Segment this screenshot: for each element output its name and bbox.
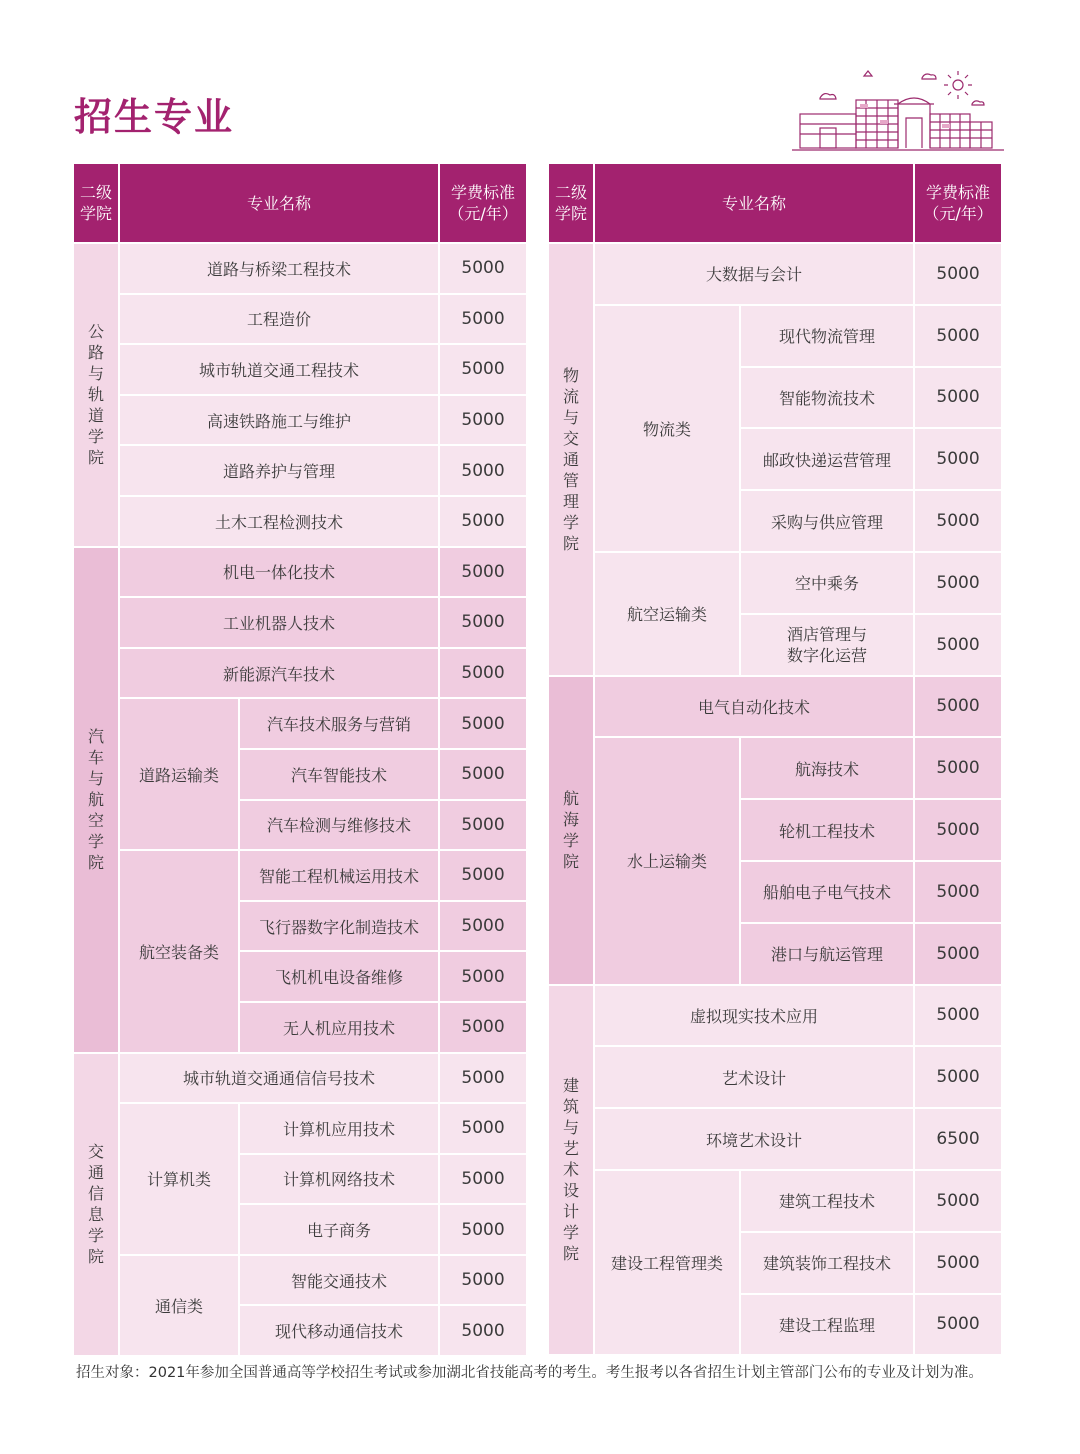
major-name: 机电一体化技术 xyxy=(120,548,440,599)
category-name: 建设工程管理类 xyxy=(595,1171,741,1356)
major-name: 大数据与会计 xyxy=(595,244,915,306)
table-row xyxy=(74,295,528,346)
table-row xyxy=(74,548,528,599)
major-name: 道路与桥梁工程技术 xyxy=(120,244,440,295)
fee-value: 5000 xyxy=(915,429,1003,491)
major-name: 建筑工程技术 xyxy=(741,1171,915,1233)
major-name: 计算机应用技术 xyxy=(240,1104,440,1155)
fee-value: 5000 xyxy=(440,1256,528,1307)
fee-value: 5000 xyxy=(440,1003,528,1054)
major-name: 汽车技术服务与营销 xyxy=(240,699,440,750)
table-row xyxy=(74,851,528,902)
fee-value: 5000 xyxy=(915,924,1003,986)
table-row xyxy=(549,306,1003,368)
table-row xyxy=(74,649,528,700)
major-name: 汽车智能技术 xyxy=(240,750,440,801)
major-name: 艺术设计 xyxy=(595,1047,915,1109)
school-name: 交通信息学院 xyxy=(74,1054,120,1358)
category-name: 物流类 xyxy=(595,306,741,553)
fee-value: 5000 xyxy=(915,677,1003,739)
major-name: 城市轨道交通工程技术 xyxy=(120,345,440,396)
fee-value: 5000 xyxy=(440,952,528,1003)
header-major: 专业名称 xyxy=(595,164,915,244)
fee-value: 5000 xyxy=(440,345,528,396)
major-name: 现代物流管理 xyxy=(741,306,915,368)
fee-value: 5000 xyxy=(915,862,1003,924)
fee-value: 5000 xyxy=(440,244,528,295)
header-school: 二级 学院 xyxy=(549,164,595,244)
campus-building-illustration xyxy=(790,64,1006,156)
major-name: 道路养护与管理 xyxy=(120,446,440,497)
fee-value: 5000 xyxy=(440,801,528,852)
fee-value: 5000 xyxy=(440,750,528,801)
fee-value: 5000 xyxy=(915,1047,1003,1109)
table-row xyxy=(74,699,528,750)
major-name: 航海技术 xyxy=(741,738,915,800)
school-name: 公路与轨道学院 xyxy=(74,244,120,548)
major-name: 无人机应用技术 xyxy=(240,1003,440,1054)
major-name: 汽车检测与维修技术 xyxy=(240,801,440,852)
table-row xyxy=(74,598,528,649)
major-name: 虚拟现实技术应用 xyxy=(595,986,915,1048)
major-name: 土木工程检测技术 xyxy=(120,497,440,548)
fee-value: 5000 xyxy=(440,497,528,548)
major-name: 电子商务 xyxy=(240,1205,440,1256)
fee-value: 5000 xyxy=(440,295,528,346)
table-row xyxy=(549,1047,1003,1109)
major-name: 智能交通技术 xyxy=(240,1256,440,1307)
fee-value: 5000 xyxy=(440,1205,528,1256)
table-header-row xyxy=(74,164,528,244)
fee-value: 5000 xyxy=(915,1171,1003,1233)
fee-value: 5000 xyxy=(915,800,1003,862)
table-row xyxy=(74,497,528,548)
header-fee: 学费标准 （元/年） xyxy=(440,164,528,244)
category-name: 水上运输类 xyxy=(595,738,741,985)
major-name: 港口与航运管理 xyxy=(741,924,915,986)
header-major: 专业名称 xyxy=(120,164,440,244)
major-name: 飞行器数字化制造技术 xyxy=(240,902,440,953)
table-row xyxy=(549,986,1003,1048)
major-name: 空中乘务 xyxy=(741,553,915,615)
fee-value: 5000 xyxy=(915,306,1003,368)
fee-value: 5000 xyxy=(440,598,528,649)
fee-value: 5000 xyxy=(440,1054,528,1105)
category-name: 航空装备类 xyxy=(120,851,240,1053)
major-name: 环境艺术设计 xyxy=(595,1109,915,1171)
fee-value: 5000 xyxy=(440,446,528,497)
major-name: 采购与供应管理 xyxy=(741,491,915,553)
major-name: 邮政快递运营管理 xyxy=(741,429,915,491)
major-name: 新能源汽车技术 xyxy=(120,649,440,700)
table-row xyxy=(549,244,1003,306)
category-name: 计算机类 xyxy=(120,1104,240,1256)
fee-value: 5000 xyxy=(915,244,1003,306)
fee-value: 5000 xyxy=(440,396,528,447)
table-row xyxy=(74,446,528,497)
table-row xyxy=(549,1109,1003,1171)
right-majors-table xyxy=(549,164,1003,1356)
left-majors-table xyxy=(74,164,528,1357)
school-name: 建筑与艺术设计学院 xyxy=(549,986,595,1357)
table-row xyxy=(549,1171,1003,1233)
table-row xyxy=(74,396,528,447)
fee-value: 5000 xyxy=(440,1306,528,1357)
fee-value: 5000 xyxy=(440,1155,528,1206)
header-fee: 学费标准 （元/年） xyxy=(915,164,1003,244)
fee-value: 5000 xyxy=(915,491,1003,553)
fee-value: 5000 xyxy=(440,902,528,953)
school-name: 汽车与航空学院 xyxy=(74,548,120,1054)
fee-value: 5000 xyxy=(440,1104,528,1155)
major-name: 计算机网络技术 xyxy=(240,1155,440,1206)
table-row xyxy=(74,345,528,396)
fee-value: 5000 xyxy=(440,649,528,700)
fee-value: 5000 xyxy=(440,851,528,902)
category-name: 通信类 xyxy=(120,1256,240,1357)
fee-value: 5000 xyxy=(915,1295,1003,1357)
table-header-row xyxy=(549,164,1003,244)
major-name: 轮机工程技术 xyxy=(741,800,915,862)
page-title: 招生专业 xyxy=(74,95,235,139)
table-row xyxy=(74,1104,528,1155)
major-name: 船舶电子电气技术 xyxy=(741,862,915,924)
header-school: 二级 学院 xyxy=(74,164,120,244)
major-name: 建设工程监理 xyxy=(741,1295,915,1357)
fee-value: 5000 xyxy=(915,1233,1003,1295)
footer-note: 招生对象：2021年参加全国普通高等学校招生考试或参加湖北省技能高考的考生。考生报考以各省招生计划主管部门公布的专业及计划为准。 xyxy=(76,1365,983,1381)
major-name: 高速铁路施工与维护 xyxy=(120,396,440,447)
major-name: 现代移动通信技术 xyxy=(240,1306,440,1357)
table-row xyxy=(549,738,1003,800)
fee-value: 6500 xyxy=(915,1109,1003,1171)
major-name: 智能物流技术 xyxy=(741,368,915,430)
major-name: 智能工程机械运用技术 xyxy=(240,851,440,902)
table-row xyxy=(549,553,1003,615)
fee-value: 5000 xyxy=(915,615,1003,677)
table-row xyxy=(74,1054,528,1105)
school-name: 物流与交通管理学院 xyxy=(549,244,595,677)
table-row xyxy=(549,677,1003,739)
major-name: 飞机机电设备维修 xyxy=(240,952,440,1003)
fee-value: 5000 xyxy=(915,738,1003,800)
table-row xyxy=(74,244,528,295)
major-name: 电气自动化技术 xyxy=(595,677,915,739)
fee-value: 5000 xyxy=(440,548,528,599)
fee-value: 5000 xyxy=(915,986,1003,1048)
table-row xyxy=(74,1256,528,1307)
major-name: 酒店管理与 数字化运营 xyxy=(741,615,915,677)
fee-value: 5000 xyxy=(915,553,1003,615)
major-name: 建筑装饰工程技术 xyxy=(741,1233,915,1295)
category-name: 航空运输类 xyxy=(595,553,741,677)
fee-value: 5000 xyxy=(915,368,1003,430)
major-name: 城市轨道交通通信信号技术 xyxy=(120,1054,440,1105)
major-name: 工程造价 xyxy=(120,295,440,346)
category-name: 道路运输类 xyxy=(120,699,240,851)
fee-value: 5000 xyxy=(440,699,528,750)
major-name: 工业机器人技术 xyxy=(120,598,440,649)
school-name: 航海学院 xyxy=(549,677,595,986)
